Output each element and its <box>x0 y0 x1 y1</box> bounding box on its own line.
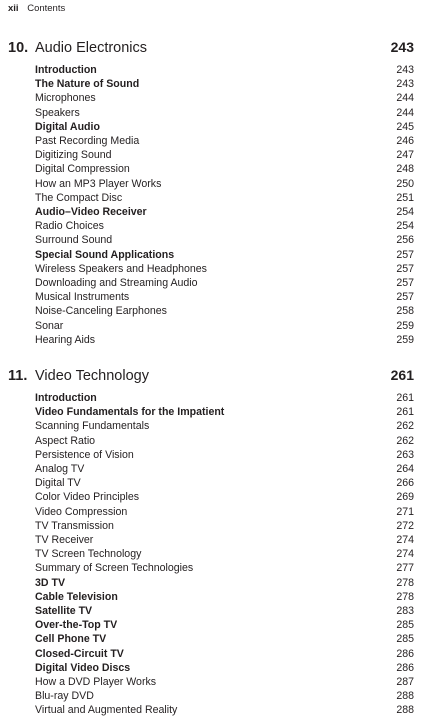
toc-entry[interactable] <box>8 276 414 290</box>
toc-entry-page: 278 <box>396 576 414 589</box>
toc-entry-label: Analog TV <box>35 463 85 476</box>
toc-entry[interactable] <box>8 703 414 717</box>
toc-entry-label: The Compact Disc <box>35 191 123 204</box>
toc-entry-list <box>8 63 414 347</box>
toc-entry-label: How a DVD Player Works <box>35 676 157 689</box>
toc-entry[interactable] <box>8 120 414 134</box>
toc-entry-label: Cable Television <box>35 590 118 603</box>
toc-entry-page: 259 <box>396 333 414 346</box>
toc-entry[interactable] <box>8 63 414 77</box>
running-head-title: Contents <box>27 3 66 14</box>
toc-entry-page: 259 <box>396 319 414 332</box>
toc-entry[interactable] <box>8 647 414 661</box>
toc-entry[interactable] <box>8 106 414 120</box>
toc-entry-label: Digital Compression <box>35 163 130 176</box>
toc-entry[interactable] <box>8 77 414 91</box>
toc-entry-page: 250 <box>396 177 414 190</box>
toc-entry-label: Musical Instruments <box>35 291 130 304</box>
toc-entry-label: Audio–Video Receiver <box>35 206 147 219</box>
toc-entry-label: Digital TV <box>35 477 81 490</box>
chapter-title-group <box>8 367 149 385</box>
toc-entry-label: Satellite TV <box>35 605 93 618</box>
toc-entry-page: 288 <box>396 690 414 703</box>
toc-entry-label: Past Recording Media <box>35 135 140 148</box>
toc-entry[interactable] <box>8 547 414 561</box>
toc-entry-page: 254 <box>396 220 414 233</box>
toc-entry-list <box>8 391 414 718</box>
toc-entry-page: 262 <box>396 420 414 433</box>
toc-entry[interactable] <box>8 177 414 191</box>
toc-entry[interactable] <box>8 91 414 105</box>
toc-entry[interactable] <box>8 262 414 276</box>
toc-entry-label: 3D TV <box>35 576 66 589</box>
toc-entry-label: Introduction <box>35 64 97 76</box>
toc-entry-label: Digital Video Discs <box>35 661 131 674</box>
toc-entry[interactable] <box>8 162 414 176</box>
toc-entry-label: Radio Choices <box>35 220 104 233</box>
toc-entry-label: Noise-Canceling Earphones <box>35 305 167 318</box>
toc-entry-label: The Nature of Sound <box>35 78 140 91</box>
toc-entry[interactable] <box>8 618 414 632</box>
toc-entry-label: Blu-ray DVD <box>35 690 94 703</box>
toc-entry-page: 245 <box>396 120 414 133</box>
toc-entry-page: 286 <box>396 661 414 674</box>
toc-entry-label: Special Sound Applications <box>35 248 175 261</box>
toc-entry[interactable] <box>8 290 414 304</box>
toc-entry-page: 288 <box>396 704 414 717</box>
chapter-number: 10. <box>8 40 29 56</box>
toc-entry-page: 286 <box>396 647 414 660</box>
toc-entry-label: Video Fundamentals for the Impatient <box>35 406 225 419</box>
toc-entry[interactable] <box>8 519 414 533</box>
toc-entry-page: 272 <box>396 519 414 532</box>
toc-entry[interactable] <box>8 148 414 162</box>
toc-entry-label: Digital Audio <box>35 120 100 133</box>
toc-entry[interactable] <box>8 333 414 347</box>
chapter-title: Audio Electronics <box>35 40 148 56</box>
toc-entry[interactable] <box>8 533 414 547</box>
toc-entry[interactable] <box>8 391 414 405</box>
toc-entry-label: Closed-Circuit TV <box>35 647 124 660</box>
toc-entry-label: Surround Sound <box>35 234 113 247</box>
toc-entry-page: 263 <box>396 448 414 461</box>
toc-entry-label: Introduction <box>35 392 97 404</box>
toc-entry-page: 257 <box>396 262 414 275</box>
toc-entry[interactable] <box>8 219 414 233</box>
toc-entry-page: 257 <box>396 248 414 261</box>
toc-entry[interactable] <box>8 434 414 448</box>
toc-entry-label: Color Video Principles <box>35 491 140 504</box>
toc-entry-page: 266 <box>396 477 414 490</box>
toc-entry-label: TV Receiver <box>35 534 94 547</box>
toc-entry-page: 251 <box>396 191 414 204</box>
toc-entry[interactable] <box>8 661 414 675</box>
toc-entry-page: 283 <box>396 605 414 618</box>
toc-entry[interactable] <box>8 205 414 219</box>
toc-entry-page: 261 <box>396 392 414 404</box>
toc-entry-page: 271 <box>396 505 414 518</box>
toc-entry-label: Digitizing Sound <box>35 149 112 162</box>
chapter-heading[interactable] <box>8 366 414 385</box>
toc-entry-label: Speakers <box>35 106 80 119</box>
toc-entry[interactable] <box>8 319 414 333</box>
chapter-section <box>8 366 414 718</box>
toc-entry[interactable] <box>8 576 414 590</box>
toc-entry[interactable] <box>8 632 414 646</box>
toc-entry-page: 244 <box>396 92 414 105</box>
chapter-page-number: 243 <box>390 39 414 55</box>
toc-entry-page: 254 <box>396 206 414 219</box>
toc-entry-label: Summary of Screen Technologies <box>35 562 194 575</box>
toc-entry-label: Wireless Speakers and Headphones <box>35 262 207 275</box>
toc-entry-label: Persistence of Vision <box>35 448 134 461</box>
toc-entry-page: 264 <box>396 463 414 476</box>
toc-entry[interactable] <box>8 561 414 575</box>
toc-entry[interactable] <box>8 476 414 490</box>
toc-entry-page: 285 <box>396 619 414 632</box>
toc-entry[interactable] <box>8 448 414 462</box>
toc-entry[interactable] <box>8 419 414 433</box>
toc-entry-page: 258 <box>396 305 414 318</box>
chapter-heading[interactable] <box>8 38 414 57</box>
toc-entry-label: Scanning Fundamentals <box>35 420 150 433</box>
toc-entry[interactable] <box>8 590 414 604</box>
toc-entry-label: How an MP3 Player Works <box>35 177 162 190</box>
toc-entry-page: 261 <box>396 406 414 419</box>
toc-entry[interactable] <box>8 248 414 262</box>
toc-entry-page: 257 <box>396 277 414 290</box>
toc-entry-label: TV Transmission <box>35 519 114 532</box>
toc-entry-label: Virtual and Augmented Reality <box>35 704 178 717</box>
toc-entry-label: Downloading and Streaming Audio <box>35 277 198 290</box>
toc-entry-label: Aspect Ratio <box>35 434 96 447</box>
toc-entry[interactable] <box>8 304 414 318</box>
toc-entry-label: Sonar <box>35 319 64 332</box>
toc-entry-label: Over-the-Top TV <box>35 619 118 632</box>
toc-entry-label: Cell Phone TV <box>35 633 107 646</box>
toc-entry[interactable] <box>8 462 414 476</box>
toc-entry-page: 256 <box>396 234 414 247</box>
toc-entry-page: 285 <box>396 633 414 646</box>
toc-entry-page: 247 <box>396 149 414 162</box>
toc-entry-page: 248 <box>396 163 414 176</box>
toc-entry-label: Hearing Aids <box>35 333 96 346</box>
toc-entry-page: 257 <box>396 291 414 304</box>
chapter-title: Video Technology <box>35 368 149 384</box>
toc-entry-page: 243 <box>396 78 414 91</box>
toc-entry[interactable] <box>8 604 414 618</box>
toc-entry-page: 274 <box>396 534 414 547</box>
chapter-title-group <box>8 39 147 57</box>
toc-entry[interactable] <box>8 134 414 148</box>
toc-entry[interactable] <box>8 233 414 247</box>
running-head <box>8 3 65 15</box>
toc-entry-page: 287 <box>396 676 414 689</box>
chapter-section <box>8 38 414 347</box>
page-folio: xii <box>8 3 19 14</box>
toc-entry-label: Video Compression <box>35 505 128 518</box>
toc-entry-page: 278 <box>396 590 414 603</box>
toc-entry[interactable] <box>8 505 414 519</box>
toc-entry-page: 246 <box>396 135 414 148</box>
toc-entry-page: 244 <box>396 106 414 119</box>
toc-entry-label: TV Screen Technology <box>35 548 142 561</box>
toc-entry[interactable] <box>8 191 414 205</box>
toc-entry[interactable] <box>8 689 414 703</box>
toc-entry-page: 277 <box>396 562 414 575</box>
chapter-number: 11. <box>8 368 28 384</box>
toc-entry-page: 274 <box>396 548 414 561</box>
toc-entry-page: 262 <box>396 434 414 447</box>
toc-entry-label: Microphones <box>35 92 96 105</box>
toc-entry-page: 243 <box>396 64 414 76</box>
toc-entry-page: 269 <box>396 491 414 504</box>
toc-entry[interactable] <box>8 405 414 419</box>
chapter-page-number: 261 <box>390 367 414 383</box>
toc-entry[interactable] <box>8 490 414 504</box>
toc-entry[interactable] <box>8 675 414 689</box>
